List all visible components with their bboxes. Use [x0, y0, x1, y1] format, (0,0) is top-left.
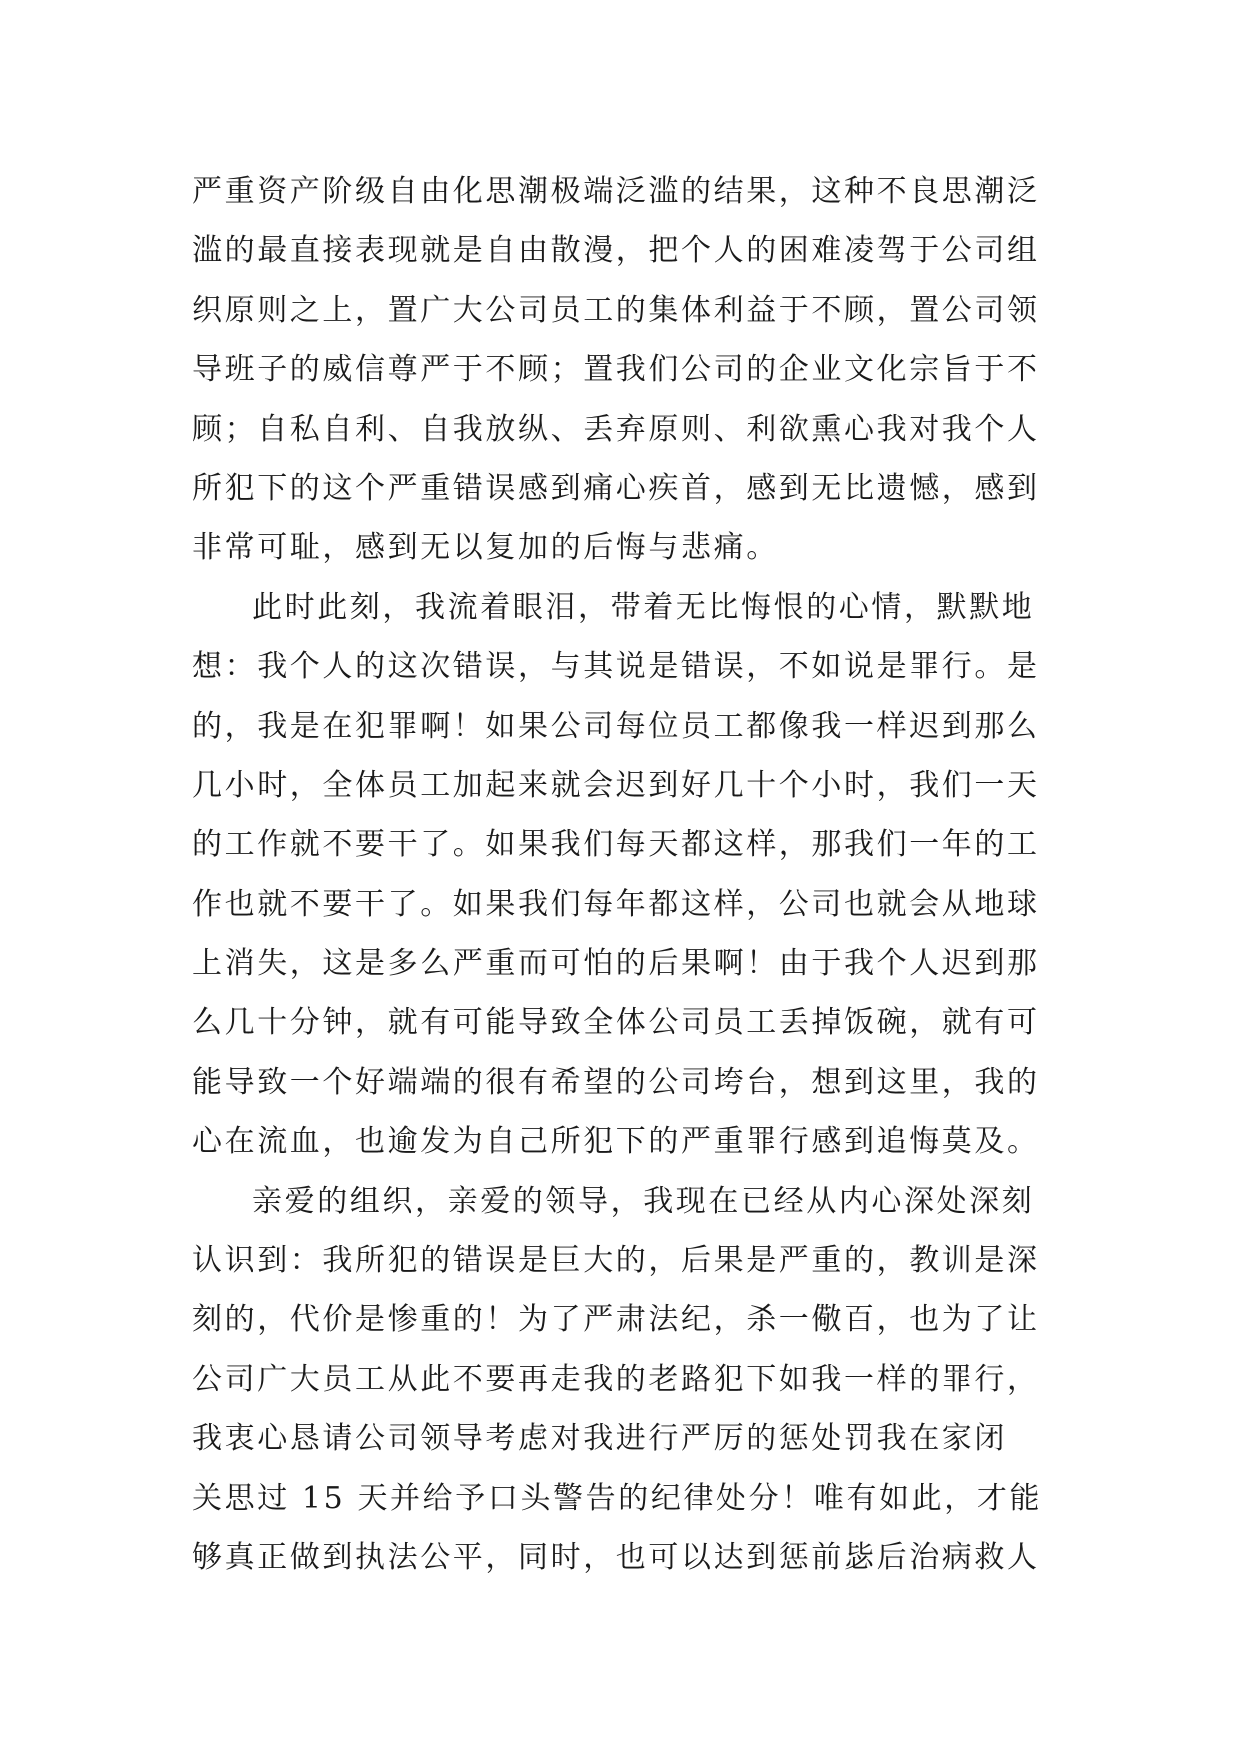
- text-line: 上消失，这是多么严重而可怕的后果啊！由于我个人迟到那: [192, 946, 1040, 982]
- text-line: 能导致一个好端端的很有希望的公司垮台，想到这里，我的: [192, 1064, 1040, 1100]
- text-line: 几小时，全体员工加起来就会迟到好几十个小时，我们一天: [192, 767, 1040, 803]
- text-line: 顾；自私自利、自我放纵、丢弃原则、利欲熏心我对我个人: [192, 411, 1040, 447]
- text-line: 心在流血，也逾发为自己所犯下的严重罪行感到追悔莫及。: [192, 1124, 1040, 1160]
- text-line: 滥的最直接表现就是自由散漫，把个人的困难凌驾于公司组: [192, 233, 1040, 269]
- text-line: 所犯下的这个严重错误感到痛心疾首，感到无比遗憾，感到: [192, 470, 1040, 506]
- text-line: 想：我个人的这次错误，与其说是错误，不如说是罪行。是: [192, 649, 1040, 685]
- text-line: 的，我是在犯罪啊！如果公司每位员工都像我一样迟到那么: [192, 708, 1040, 744]
- text-line: 关思过 15 天并给予口头警告的纪律处分！唯有如此，才能: [192, 1480, 1043, 1516]
- text-line: 织原则之上，置广大公司员工的集体利益于不顾，置公司领: [192, 292, 1040, 328]
- text-line: 我衷心恳请公司领导考虑对我进行严厉的惩处罚我在家闭: [192, 1421, 1007, 1457]
- text-line: 作也就不要干了。如果我们每年都这样，公司也就会从地球: [192, 886, 1040, 922]
- paragraph-start-line: 此时此刻，我流着眼泪，带着无比悔恨的心情，默默地: [252, 589, 1035, 625]
- text-line: 严重资产阶级自由化思潮极端泛滥的结果，这种不良思潮泛: [192, 174, 1040, 209]
- text-line: 导班子的威信尊严于不顾；置我们公司的企业文化宗旨于不: [192, 352, 1040, 388]
- text-line: 的工作就不要干了。如果我们每天都这样，那我们一年的工: [192, 827, 1040, 863]
- text-line: 么几十分钟，就有可能导致全体公司员工丢掉饭碗，就有可: [192, 1005, 1040, 1041]
- text-line: 认识到：我所犯的错误是巨大的，后果是严重的，教训是深: [192, 1243, 1040, 1279]
- text-line: 刻的，代价是惨重的！为了严肃法纪，杀一儆百，也为了让: [192, 1302, 1040, 1338]
- document-body: [192, 162, 1092, 1587]
- text-line: 非常可耻，感到无以复加的后悔与悲痛。: [192, 530, 779, 566]
- text-line: 公司广大员工从此不要再走我的老路犯下如我一样的罪行，: [192, 1361, 1040, 1397]
- text-line: 够真正做到执法公平，同时，也可以达到惩前毖后治病救人: [192, 1539, 1040, 1575]
- paragraph-start-line: 亲爱的组织，亲爱的领导，我现在已经从内心深处深刻: [252, 1183, 1035, 1219]
